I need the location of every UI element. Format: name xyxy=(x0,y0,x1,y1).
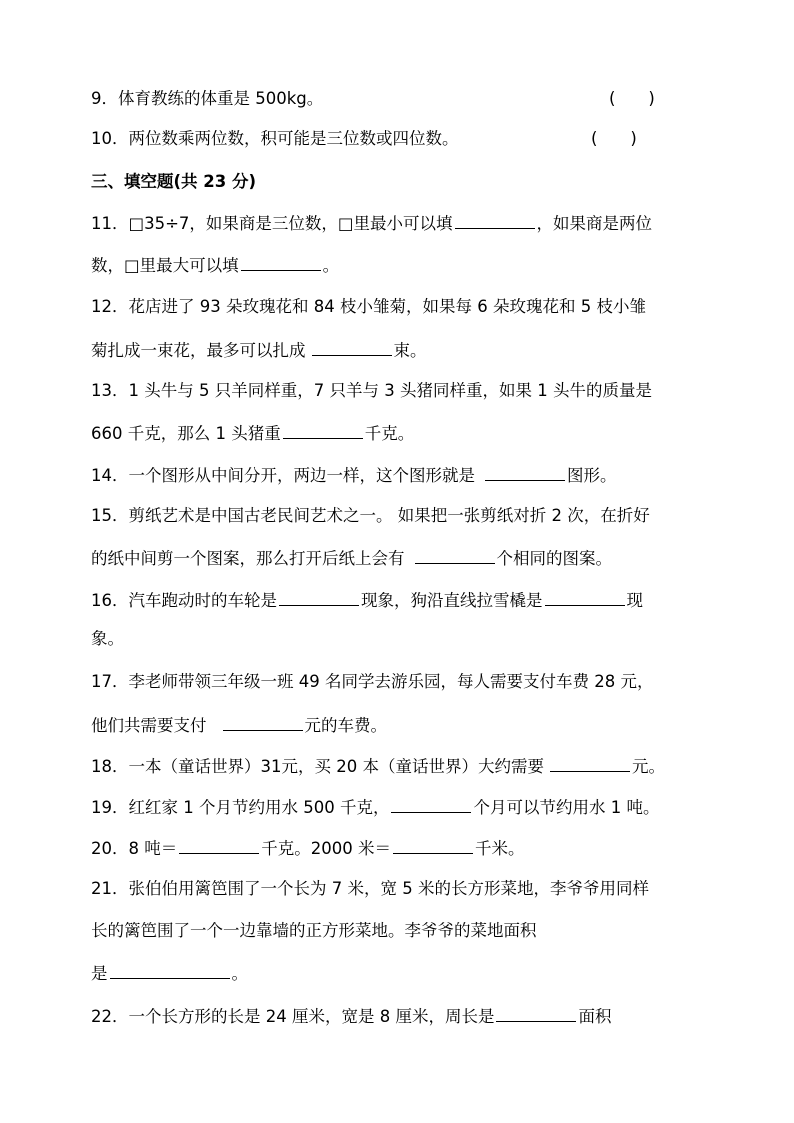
question-text: 现 xyxy=(626,591,643,610)
question-text: 千米。 xyxy=(475,839,525,858)
question-13-continued xyxy=(91,421,734,445)
answer-blank[interactable] xyxy=(179,836,259,854)
answer-blank[interactable] xyxy=(550,754,630,772)
question-text: 660 千克，那么 1 头猪重 xyxy=(91,424,281,443)
question-text: 千克。2000 米＝ xyxy=(261,839,391,858)
question-text: 12．花店进了 93 朵玫瑰花和 84 枝小雏菊，如果每 6 朵玫瑰花和 5 枝小雏 xyxy=(91,297,646,316)
question-16-continued xyxy=(91,628,734,650)
answer-blank[interactable] xyxy=(110,961,230,979)
question-9 xyxy=(91,88,734,110)
answer-blank[interactable] xyxy=(223,713,303,731)
question-9-text: 9．体育教练的体重是 500kg。 xyxy=(91,89,324,108)
question-text: 个相同的图案。 xyxy=(496,549,612,568)
question-text: 个月可以节约用水 1 吨。 xyxy=(473,798,660,817)
question-11 xyxy=(91,211,734,235)
question-18 xyxy=(91,754,734,778)
question-text: 现象，狗沿直线拉雪橇是 xyxy=(361,591,543,610)
question-text: 20．8 吨＝ xyxy=(91,839,178,858)
question-text: 元。 xyxy=(631,757,665,776)
question-21-continued xyxy=(91,961,734,985)
question-text: 16．汽车跑动时的车轮是 xyxy=(91,591,277,610)
question-14 xyxy=(91,463,734,487)
question-21 xyxy=(91,878,734,900)
question-17 xyxy=(91,671,734,693)
answer-blank[interactable] xyxy=(283,421,363,439)
answer-blank[interactable] xyxy=(455,211,535,229)
question-text: ，如果商是两位 xyxy=(536,214,652,233)
question-text: 他们共需要支付 xyxy=(91,716,207,735)
question-text: 象。 xyxy=(91,629,124,648)
question-text: 的纸中间剪一个图案，那么打开后纸上会有 xyxy=(91,549,405,568)
question-text: 22．一个长方形的长是 24 厘米，宽是 8 厘米，周长是 xyxy=(91,1007,495,1026)
question-text: 图形。 xyxy=(567,466,617,485)
question-text: 是 xyxy=(91,964,108,983)
question-text: 11．□35÷7，如果商是三位数，□里最小可以填 xyxy=(91,214,453,233)
question-11-continued xyxy=(91,253,734,277)
answer-parentheses[interactable]: ( ) xyxy=(609,89,655,108)
question-text: 元的车费。 xyxy=(304,716,387,735)
answer-blank[interactable] xyxy=(241,253,321,271)
answer-blank[interactable] xyxy=(279,588,359,606)
answer-blank[interactable] xyxy=(496,1004,576,1022)
question-13 xyxy=(91,380,734,402)
question-12 xyxy=(91,296,734,318)
answer-parentheses[interactable]: ( ) xyxy=(591,129,637,148)
answer-blank[interactable] xyxy=(485,463,565,481)
question-20 xyxy=(91,836,734,860)
section-title: 三、填空题(共 23 分) xyxy=(91,172,257,191)
question-text: 21．张伯伯用篱笆围了一个长为 7 米，宽 5 米的长方形菜地，李爷爷用同样 xyxy=(91,879,649,898)
question-10 xyxy=(91,128,734,150)
question-text: 14．一个图形从中间分开，两边一样，这个图形就是 xyxy=(91,466,475,485)
question-22 xyxy=(91,1004,734,1028)
answer-blank[interactable] xyxy=(393,836,473,854)
question-19 xyxy=(91,795,734,819)
question-text: 数，□里最大可以填 xyxy=(91,256,239,275)
question-text: 15．剪纸艺术是中国古老民间艺术之一。 如果把一张剪纸对折 2 次，在折好 xyxy=(91,506,650,525)
answer-blank[interactable] xyxy=(391,795,471,813)
question-text: 长的篱笆围了一个一边靠墙的正方形菜地。李爷爷的菜地面积 xyxy=(91,921,537,940)
question-text: 19．红红家 1 个月节约用水 500 千克， xyxy=(91,798,390,817)
question-text: 千克。 xyxy=(364,424,415,443)
question-16 xyxy=(91,588,734,612)
question-text: 菊扎成一束花，最多可以扎成 xyxy=(91,341,306,360)
answer-blank[interactable] xyxy=(415,546,495,564)
question-text: 13．1 头牛与 5 只羊同样重，7 只羊与 3 头猪同样重，如果 1 头牛的质量是 xyxy=(91,381,652,400)
question-text: 。 xyxy=(231,964,248,983)
question-text: 束。 xyxy=(393,341,427,360)
question-17-continued xyxy=(91,713,734,737)
answer-blank[interactable] xyxy=(545,588,625,606)
question-10-text: 10．两位数乘两位数，积可能是三位数或四位数。 xyxy=(91,129,459,148)
answer-blank[interactable] xyxy=(312,338,392,356)
question-text: 17．李老师带领三年级一班 49 名同学去游乐园，每人需要支付车费 28 元， xyxy=(91,672,654,691)
question-12-continued xyxy=(91,338,734,362)
question-text: 。 xyxy=(322,256,340,275)
question-text: 18．一本（童话世界）31元，买 20 本（童话世界）大约需要 xyxy=(91,757,544,776)
question-text: 面积 xyxy=(578,1007,612,1026)
question-21-continued xyxy=(91,920,734,942)
question-15-continued xyxy=(91,546,734,570)
question-15 xyxy=(91,505,734,527)
section-heading xyxy=(91,171,734,193)
